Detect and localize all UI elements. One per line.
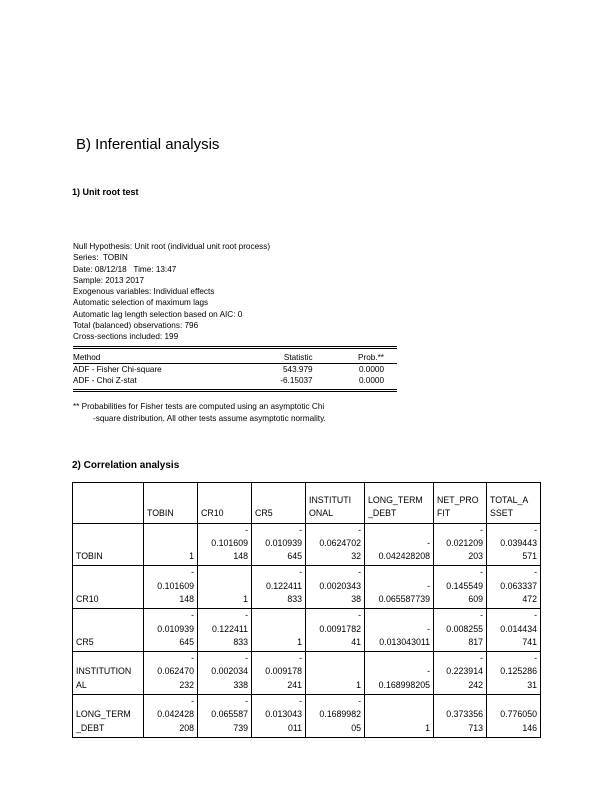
table-row <box>73 364 397 375</box>
column-header: CR10 <box>198 483 252 524</box>
column-header: NET_PRO FIT <box>434 483 487 524</box>
footnote-line: -square distribution. All other tests assume asymptotic normality. <box>93 414 326 423</box>
correlation-cell: - 0.168998205 <box>365 652 434 695</box>
eviews-line: Sample: 2013 2017 <box>73 275 145 285</box>
header-prob: Prob.** <box>358 352 384 362</box>
table-row <box>73 375 397 386</box>
statistic-cell: 543.979 <box>283 364 313 374</box>
correlation-cell: - 0.1689982 05 <box>306 695 365 738</box>
correlation-cell: - 0.145549 609 <box>434 566 487 609</box>
eviews-line: Automatic lag length selection based on AIC: 0 <box>73 309 243 319</box>
correlation-cell: - 0.039443 571 <box>487 523 541 566</box>
eviews-line: Date: 08/12/18 Time: 13:47 <box>73 264 177 274</box>
correlation-cell: - 0.065587739 <box>365 566 434 609</box>
method-cell: ADF - Fisher Chi-square <box>73 364 162 374</box>
eviews-info-lines <box>73 241 397 343</box>
correlation-table <box>72 482 541 738</box>
column-header: INSTITUTI ONAL <box>306 483 365 524</box>
eviews-output <box>73 241 397 392</box>
row-label: CR5 <box>73 609 144 652</box>
correlation-cell: 1 <box>252 609 306 652</box>
correlation-cell: - 0.0020343 38 <box>306 566 365 609</box>
table-row <box>73 523 541 566</box>
correlation-cell: - 0.101609 148 <box>144 566 198 609</box>
corner-cell <box>73 483 144 524</box>
correlation-cell: - 0.009178 241 <box>252 652 306 695</box>
row-label: INSTITUTION AL <box>73 652 144 695</box>
correlation-cell: - 0.021209 203 <box>434 523 487 566</box>
correlation-header-row <box>73 483 541 524</box>
eviews-line: Series: TOBIN <box>73 253 128 263</box>
correlation-cell: - 0.0091782 41 <box>306 609 365 652</box>
section-heading: B) Inferential analysis <box>76 136 220 153</box>
correlation-cell: 0.373356 713 <box>434 695 487 738</box>
correlation-cell: 1 <box>306 652 365 695</box>
eviews-line: Automatic selection of maximum lags <box>73 298 209 308</box>
correlation-cell: - 0.042428 208 <box>144 695 198 738</box>
correlation-cell: - 0.122411 833 <box>198 609 252 652</box>
eviews-line: Total (balanced) observations: 796 <box>73 321 199 331</box>
column-header: LONG_TERM _DEBT <box>365 483 434 524</box>
header-statistic: Statistic <box>283 352 313 362</box>
row-label: TOBIN <box>73 523 144 566</box>
statistic-cell: -6.15037 <box>280 375 313 385</box>
table-bottom-rule <box>73 389 397 392</box>
row-label: LONG_TERM _DEBT <box>73 695 144 738</box>
correlation-cell: - 0.062470 232 <box>144 652 198 695</box>
correlation-cell: - 0.013043011 <box>365 609 434 652</box>
table-row <box>73 695 541 738</box>
correlation-cell: - 0.002034 338 <box>198 652 252 695</box>
header-method: Method <box>73 352 101 362</box>
table-row <box>73 652 541 695</box>
correlation-cell: - 0.065587 739 <box>198 695 252 738</box>
correlation-cell: - 0.125286 31 <box>487 652 541 695</box>
correlation-cell: - 0.010939 645 <box>144 609 198 652</box>
correlation-cell: 1 <box>365 695 434 738</box>
correlation-cell: 1 <box>198 566 252 609</box>
correlation-cell: - 0.010939 645 <box>252 523 306 566</box>
method-cell: ADF - Choi Z-stat <box>73 375 137 385</box>
correlation-cell: - 0.0624702 32 <box>306 523 365 566</box>
footnote <box>73 401 326 425</box>
unit-root-results <box>73 364 397 386</box>
correlation-cell: - 0.063337 472 <box>487 566 541 609</box>
prob-cell: 0.0000 <box>358 364 384 374</box>
correlation-title: 2) Correlation analysis <box>72 460 180 471</box>
correlation-cell: - 0.008255 817 <box>434 609 487 652</box>
eviews-line: Cross-sections included: 199 <box>73 332 179 342</box>
correlation-cell: - 0.122411 833 <box>252 566 306 609</box>
correlation-cell: 0.776050 146 <box>487 695 541 738</box>
unit-root-table <box>73 352 397 363</box>
unit-root-title: 1) Unit root test <box>72 187 139 197</box>
table-header-row <box>73 352 397 363</box>
correlation-cell: - 0.014434 741 <box>487 609 541 652</box>
row-label: CR10 <box>73 566 144 609</box>
eviews-line: Exogenous variables: Individual effects <box>73 287 215 297</box>
correlation-cell: - 0.013043 011 <box>252 695 306 738</box>
table-row <box>73 566 541 609</box>
footnote-line: ** Probabilities for Fisher tests are computed using an asymptotic Chi <box>73 402 325 411</box>
correlation-cell: - 0.223914 242 <box>434 652 487 695</box>
column-header: CR5 <box>252 483 306 524</box>
column-header: TOBIN <box>144 483 198 524</box>
column-header: TOTAL_A SSET <box>487 483 541 524</box>
table-row <box>73 609 541 652</box>
correlation-cell: - 0.042428208 <box>365 523 434 566</box>
correlation-cell: 1 <box>144 523 198 566</box>
correlation-cell: - 0.101609 148 <box>198 523 252 566</box>
eviews-line: Null Hypothesis: Unit root (individual unit root process) <box>73 242 271 251</box>
prob-cell: 0.0000 <box>358 375 384 385</box>
